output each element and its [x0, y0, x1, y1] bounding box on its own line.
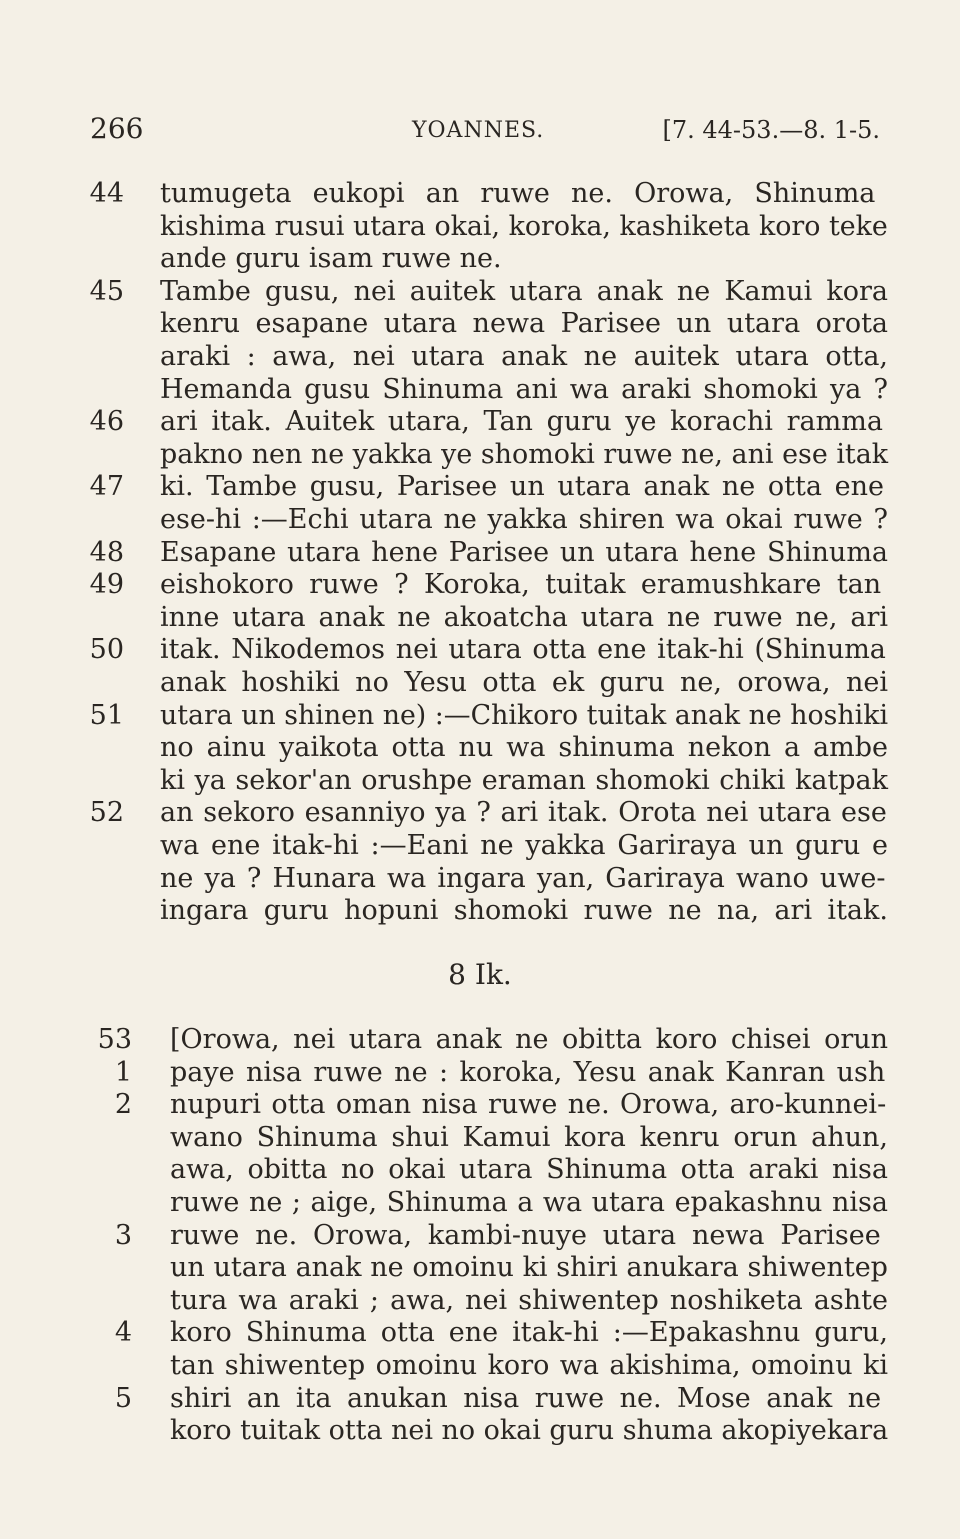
line-text: inne utara anak ne akoatcha utara ne ruwe ne, ari [160, 601, 889, 633]
text-line [0, 471, 960, 504]
text-line [0, 341, 960, 374]
text-line [0, 1383, 960, 1416]
text-line [0, 308, 960, 341]
text-line [0, 1089, 960, 1122]
line-text: koro Shinuma otta ene itak-hi :—Epakashnu guru, [170, 1317, 888, 1349]
verse-number: 53 [97, 1024, 132, 1055]
line-text: wa ene itak-hi :—Eani ne yakka Gariraya un guru e [160, 830, 888, 861]
verse-number: 2 [114, 1089, 132, 1121]
chapter-heading: 8 Ik. [448, 958, 512, 991]
verse-number: 3 [114, 1219, 132, 1251]
text-line [0, 1350, 960, 1383]
line-text: utara un shinen ne) :—Chikoro tuitak anak ne hoshiki [160, 699, 889, 731]
line-text: anak hoshiki no Yesu otta ek guru ne, orowa, nei [160, 667, 888, 698]
text-line [0, 1154, 960, 1187]
verse-number: 5 [114, 1382, 132, 1414]
text-line [0, 1317, 960, 1350]
verse-number: 4 [114, 1317, 132, 1349]
line-text: eishokoro ruwe ? Koroka, tuitak eramushkare tan [160, 569, 882, 601]
text-line [0, 1057, 960, 1090]
line-text: ruwe ne ; aige, Shinuma a wa utara epakashnu nisa [170, 1187, 888, 1218]
line-text: ari itak. Auitek utara, Tan guru ye korachi ramma [160, 406, 883, 438]
line-text: ne ya ? Hunara wa ingara yan, Gariraya wano uwe- [160, 862, 886, 894]
text-line [0, 1122, 960, 1155]
text-line [0, 700, 960, 733]
line-text: tumugeta eukopi an ruwe ne. Orowa, Shinuma [160, 178, 876, 209]
line-text: ki. Tambe gusu, Parisee un utara anak ne otta ene [160, 471, 884, 503]
text-line [0, 765, 960, 798]
line-text: un utara anak ne omoinu ki shiri anukara shiwentep [170, 1252, 888, 1284]
line-text: itak. Nikodemos nei utara otta ene itak-hi (Shinuma [160, 634, 886, 666]
text-line [0, 276, 960, 309]
line-text: an sekoro esanniyo ya ? ari itak. Orota nei utara ese [160, 797, 887, 829]
verse-number: 50 [89, 634, 124, 666]
text-line [0, 211, 960, 244]
text-line [0, 243, 960, 276]
text-line [0, 504, 960, 537]
page-number: 266 [90, 112, 144, 145]
verse-number: 52 [89, 797, 124, 829]
verse-number: 48 [89, 536, 124, 568]
text-line [0, 830, 960, 863]
line-text: ingara guru hopuni shomoki ruwe ne na, ari itak. [160, 895, 888, 927]
line-text: awa, obitta no okai utara Shinuma otta araki nisa [170, 1154, 888, 1186]
line-text: pakno nen ne yakka ye shomoki ruwe ne, ani ese itak [160, 438, 889, 470]
verse-number: 51 [89, 699, 124, 731]
line-text: kishima rusui utara okai, koroka, kashiketa koro teke [160, 210, 888, 242]
running-title: YOANNES. [412, 118, 545, 143]
line-text: no ainu yaikota otta nu wa shinuma nekon a ambe [160, 732, 889, 764]
line-text: araki : awa, nei utara anak ne auitek utara otta, [160, 341, 888, 372]
text-line [0, 797, 960, 830]
line-text: tura wa araki ; awa, nei shiwentep noshiketa ashte [170, 1284, 888, 1316]
text-line [0, 1252, 960, 1285]
text-line [0, 537, 960, 570]
line-text: ruwe ne. Orowa, kambi-nuye utara newa Parisee [170, 1219, 881, 1251]
line-text: ande guru isam ruwe ne. [160, 243, 502, 275]
line-text: koro tuitak otta nei no okai guru shuma akopiyekara [170, 1415, 889, 1447]
verse-reference: [7. 44-53.—8. 1-5. [662, 116, 880, 144]
text-line [0, 178, 960, 211]
text-line [0, 1187, 960, 1220]
line-text: ese-hi :—Echi utara ne yakka shiren wa okai ruwe ? [160, 504, 888, 535]
verse-number: 47 [89, 471, 124, 503]
line-text: Hemanda gusu Shinuma ani wa araki shomoki ya ? [160, 373, 888, 405]
verse-number: 49 [89, 569, 124, 601]
text-line [0, 406, 960, 439]
text-line [0, 634, 960, 667]
text-line [0, 439, 960, 472]
line-text: nupuri otta oman nisa ruwe ne. Orowa, aro-kunnei- [170, 1089, 887, 1121]
line-text: wano Shinuma shui Kamui kora kenru orun ahun, [170, 1121, 888, 1153]
verse-number: 44 [89, 178, 124, 209]
line-text: ki ya sekor'an orushpe eraman shomoki chiki katpak [160, 764, 889, 796]
text-line [0, 1220, 960, 1253]
line-text: kenru esapane utara newa Parisee un utara orota [160, 308, 889, 340]
text-line [0, 863, 960, 896]
line-text: Tambe gusu, nei auitek utara anak ne Kamui kora [160, 275, 888, 307]
text-line [0, 667, 960, 700]
verse-number: 45 [89, 275, 124, 307]
line-text: Esapane utara hene Parisee un utara hene Shinuma [160, 536, 889, 568]
line-text: tan shiwentep omoinu koro wa akishima, omoinu ki [170, 1350, 888, 1381]
text-line [0, 732, 960, 765]
text-line [0, 1285, 960, 1318]
line-text: shiri an ita anukan nisa ruwe ne. Mose anak ne [170, 1382, 882, 1414]
page-header [90, 112, 880, 152]
verse-number: 46 [89, 406, 124, 438]
line-text: paye nisa ruwe ne : koroka, Yesu anak Kanran ush [170, 1056, 886, 1088]
text-line [0, 1024, 960, 1057]
text-line [0, 374, 960, 407]
text-line [0, 895, 960, 928]
line-text: [Orowa, nei utara anak ne obitta koro chisei orun [170, 1024, 889, 1055]
verse-number: 1 [114, 1056, 132, 1088]
text-line [0, 569, 960, 602]
text-line [0, 1415, 960, 1448]
text-line [0, 602, 960, 635]
